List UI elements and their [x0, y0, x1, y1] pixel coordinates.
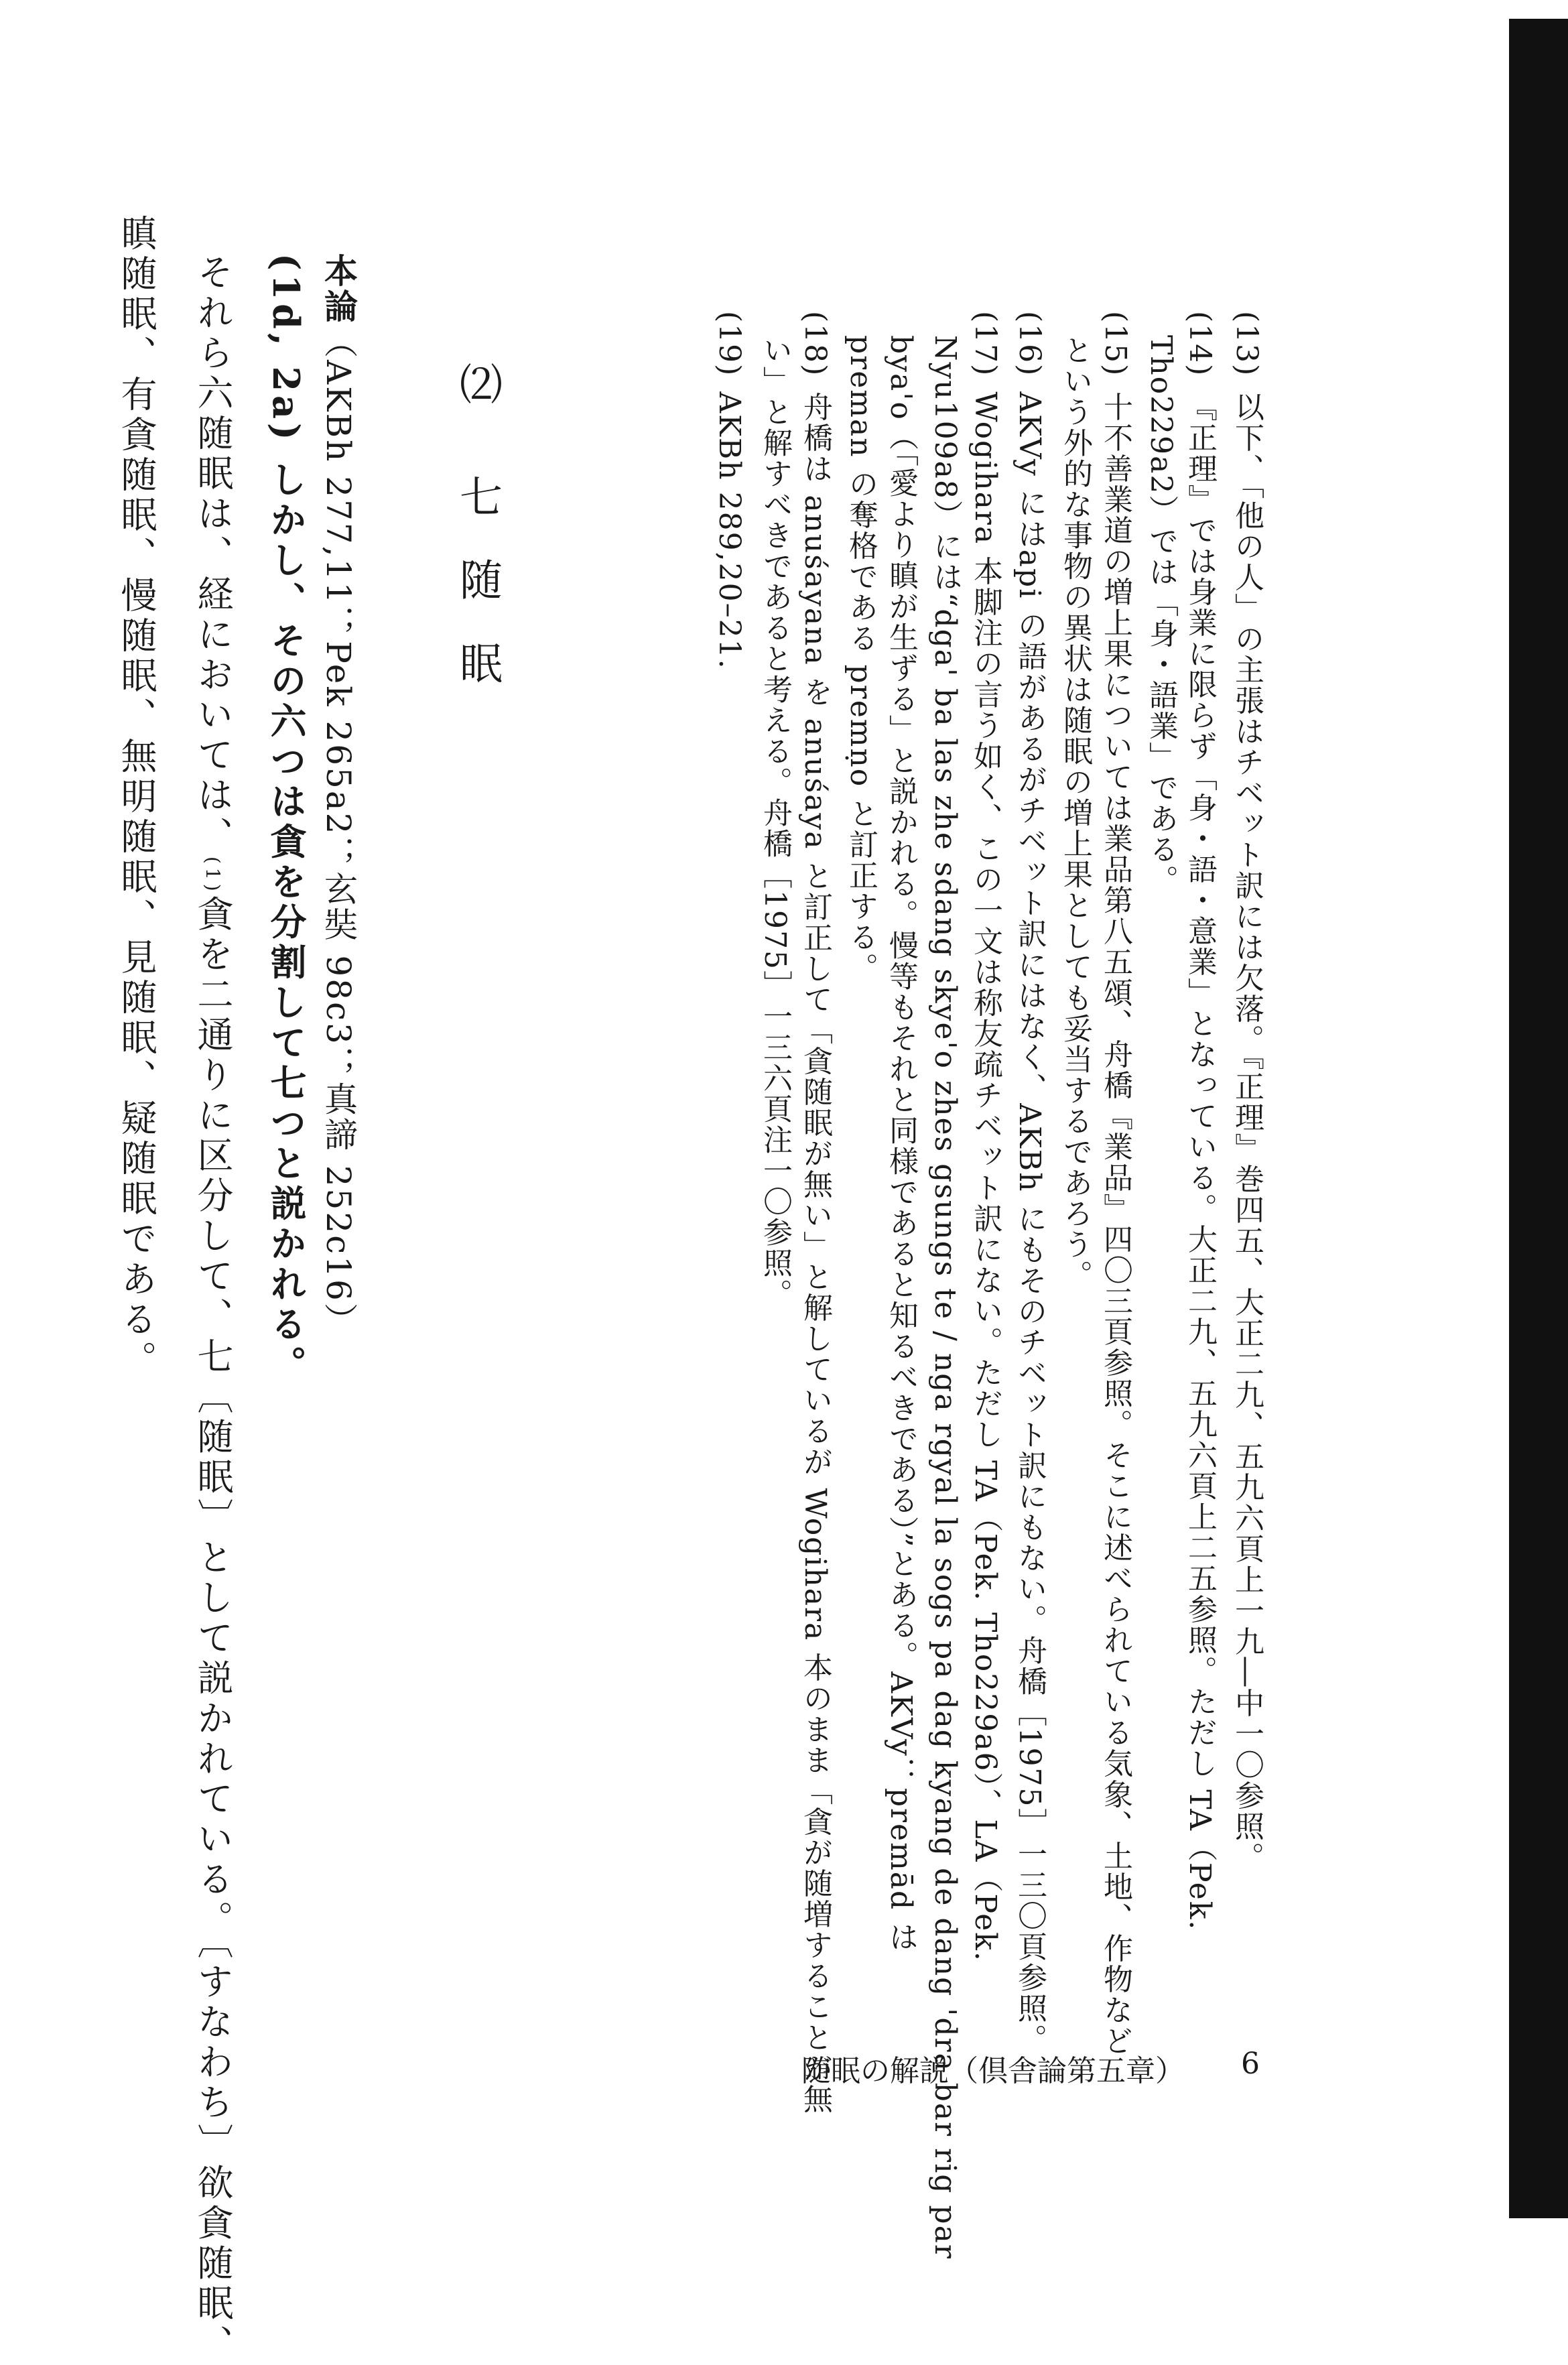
- note-number: (19): [712, 311, 746, 377]
- body-text: それら六随眠は、経においては、: [192, 253, 234, 856]
- note-18: [800, 311, 830, 2114]
- note-text: bya'o（「愛より瞋が生ずる」と説かれる。慢等もそれと同様であると知るべきである）”とある。AKVy：premād は: [884, 335, 918, 1953]
- note-text: い」と解すべきであると考える。舟橋［1975］一三六頁注一〇参照。: [758, 335, 792, 1309]
- honron-reference: （AKBh 277,11；Pek 265a2；玄奘 98c3；真諦 252c16）: [319, 324, 358, 1338]
- note-16: [1012, 311, 1047, 2055]
- note-number: (16): [1012, 311, 1047, 377]
- body-line-2: [115, 214, 157, 1381]
- note-text: preman の奪格である premṇo と訂正する。: [844, 335, 878, 984]
- note-17-cont-2: [884, 335, 918, 1953]
- note-text: AKVy にはapi の語があるがチベット訳にはなく、AKBh にもそのチベット訳にもない。舟橋［1975］一三〇頁参照。: [1012, 391, 1047, 2055]
- note-17-cont-3: [844, 335, 878, 984]
- verse-line: (1d, 2a) しかし、その六つは貪を分割して七つと説かれる。: [265, 253, 308, 1386]
- note-number: (14): [1183, 311, 1217, 377]
- note-14-cont: [1144, 335, 1178, 896]
- body-text: 貪を二通りに区分して、七〔随眠〕として説かれている。〔すなわち〕欲貪随眠、: [192, 895, 234, 2365]
- note-18-cont: [758, 335, 792, 1309]
- note-number: (15): [1098, 311, 1132, 377]
- note-text: Nyu109a8）には“dga' ba las zhe sdang skye'o zhes gsungs te / nga rgyal la sogs pa dag kyang de dang 'dra bar rig par: [928, 335, 962, 2260]
- note-text: Tho229a2）では「身・語業」である。: [1144, 335, 1178, 896]
- body-text: 瞋随眠、有貪随眠、慢随眠、無明随眠、見随眠、疑随眠である。: [115, 214, 157, 1381]
- note-text: という外的な事物の異状は随眠の増上果としても妥当するであろう。: [1058, 335, 1092, 1291]
- body-line-1: [192, 253, 234, 2365]
- note-14: [1183, 311, 1217, 1931]
- note-15-cont: [1060, 335, 1090, 1291]
- note-17-cont-1: [930, 335, 960, 2260]
- running-title: 随眠の解説（倶舎論第五章）: [801, 2054, 1185, 2088]
- note-number: (18): [798, 311, 832, 377]
- note-number: (17): [968, 311, 1002, 377]
- note-13: [1230, 311, 1264, 1873]
- note-text: 『正理』では身業に限らず「身・語・意業」となっている。大正二九、五九六頁上二五参照。ただし TA（Pek.: [1183, 391, 1217, 1931]
- section-heading: ⑵ 七 随 眠: [452, 362, 502, 698]
- note-number: (13): [1230, 311, 1264, 377]
- note-text: Wogihara 本脚注の言う如く、この一文は称友疏チベット訳にない。ただし TA（Pek. Tho229a6）、LA（Pek.: [968, 391, 1002, 1962]
- note-19: [714, 311, 744, 670]
- note-text: 以下、「他の人」の主張はチベット訳には欠落。『正理』巻四五、大正二九、五九六頁上一九―中一〇参照。: [1230, 391, 1264, 1873]
- honron-line: [319, 253, 358, 1338]
- footnote-ref: (1): [202, 856, 224, 895]
- honron-label: 本論: [319, 253, 358, 324]
- binding-shadow: [1509, 19, 1568, 2218]
- note-17: [970, 311, 1000, 1962]
- note-text: 舟橋は anuśayana を anuśaya と訂正して「貪随眠が無い」と解しているが Wogihara 本のまま「貪が随増することが無: [798, 391, 832, 2115]
- page-number: 6: [1241, 2047, 1260, 2081]
- note-text: 十不善業道の増上果については業品第八五頌、舟橋『業品』四〇三頁参照。そこに述べられている気象、土地、作物など: [1098, 391, 1132, 2057]
- note-15: [1100, 311, 1130, 2056]
- note-text: AKBh 289,20–21.: [712, 391, 746, 670]
